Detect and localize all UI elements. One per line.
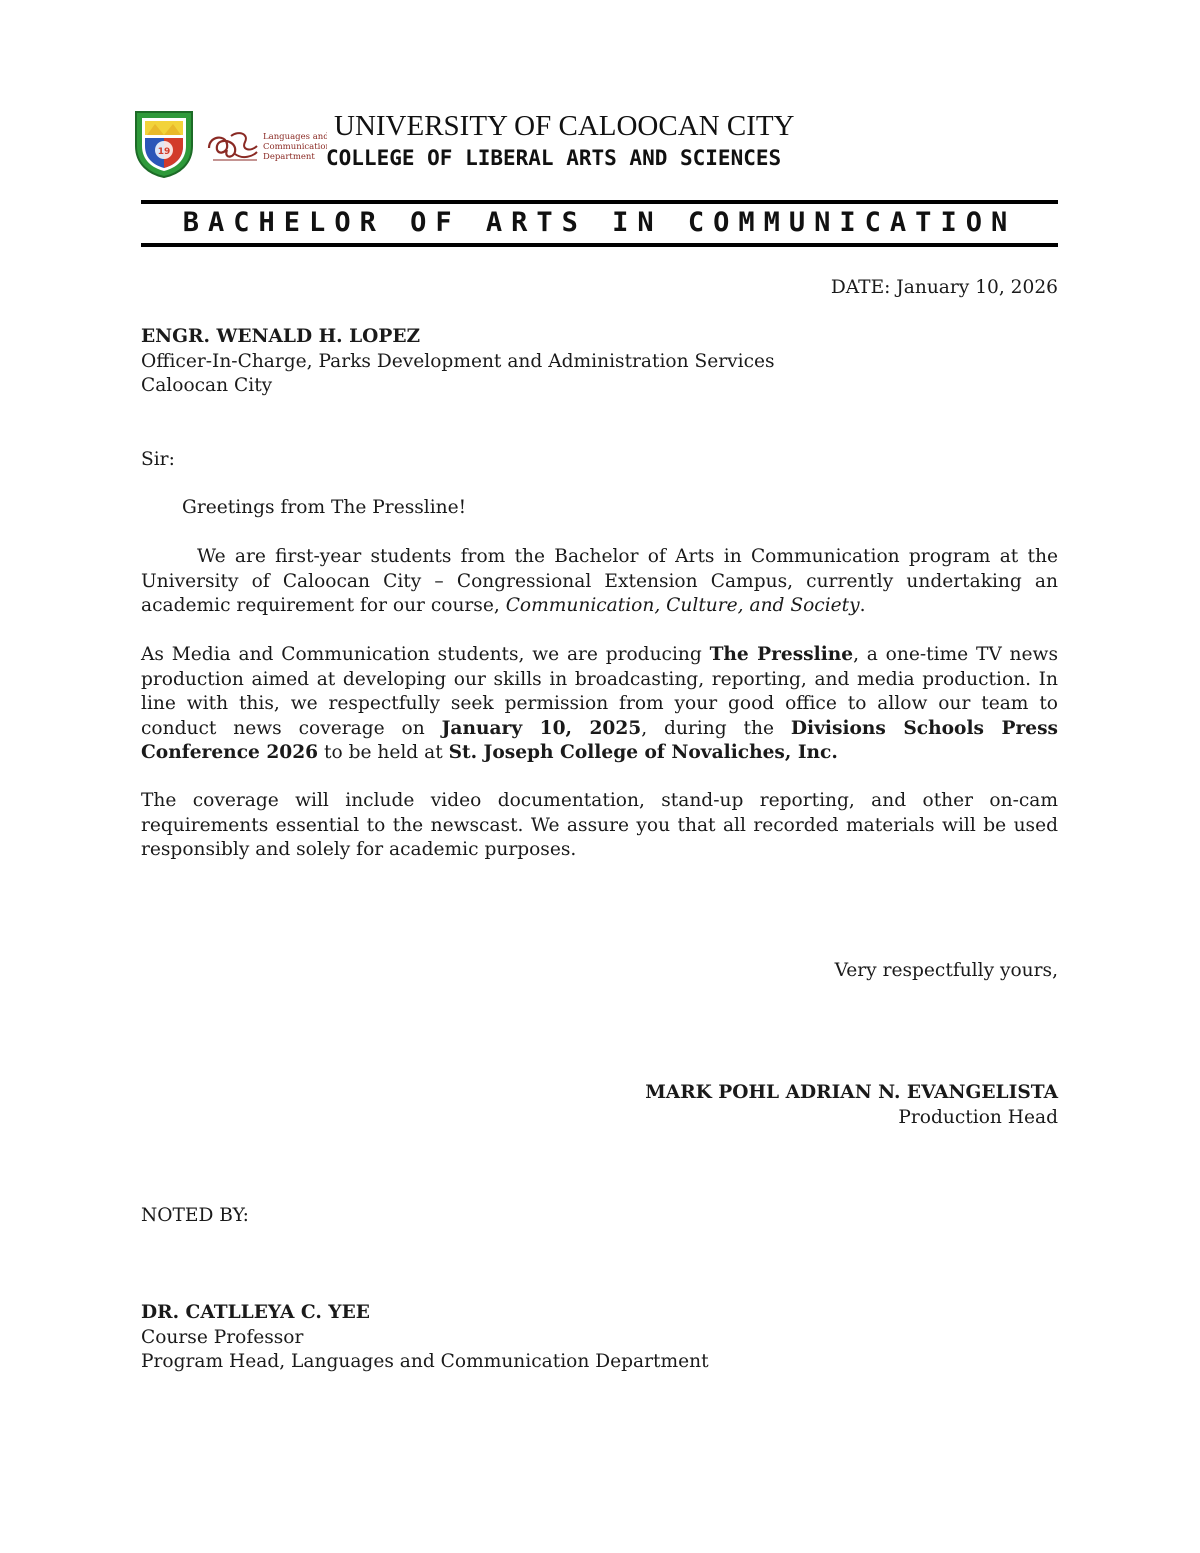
paragraph-coverage: The coverage will include video documentation, stand-up reporting, and other on-cam requirements essential to the newscast. We assure you that all recorded materials will be used responsibly and solely for academic purposes. — [141, 790, 1058, 860]
dept-logo-line3: Department — [263, 152, 315, 162]
svg-text:19: 19 — [157, 147, 171, 157]
department-logo — [205, 126, 327, 166]
header-top-rule — [141, 200, 1058, 204]
salutation: Sir: — [141, 449, 175, 470]
dept-logo-line1: Languages and — [263, 132, 327, 142]
production-name: The Pressline — [709, 644, 854, 665]
request-text-1: As Media and Communication students, we are producing — [141, 644, 710, 665]
signer-title: Production Head — [898, 1106, 1058, 1128]
addressee-location: Caloocan City — [141, 375, 273, 396]
signer-block — [645, 1081, 1058, 1130]
signer-name: MARK POHL ADRIAN N. EVANGELISTA — [645, 1082, 1058, 1103]
request-text-3: , during the — [641, 717, 791, 739]
paragraph-request — [141, 643, 1058, 766]
program-banner: BACHELOR OF ARTS IN COMMUNICATION — [182, 207, 1017, 238]
request-text-2: , a one-time TV news production aimed at developing our skills in broadcasting, reporting, and media production. In line with this, we respectfully seek permission from your good office to allow our team to conduct news coverage on — [141, 644, 1058, 739]
addressee-name: ENGR. WENALD H. LOPEZ — [141, 326, 421, 347]
request-text-4: to be held at — [318, 742, 449, 763]
course-name: Communication, Culture, and Society — [505, 595, 860, 616]
paragraph-intro-text: We are first-year students from the Bachelor of Arts in Communication program at the University of Caloocan City – Congressional Extension Campus, currently undertaking an academic requirement for our course, — [141, 546, 1058, 616]
noted-by-label: NOTED BY: — [141, 1205, 249, 1226]
dept-logo-line2: Communication — [263, 142, 327, 152]
paragraph-intro — [141, 545, 1058, 619]
addressee-block — [141, 325, 1058, 399]
college-name: COLLEGE OF LIBERAL ARTS AND SCIENCES — [326, 146, 782, 170]
header-bottom-rule — [141, 243, 1058, 247]
university-seal-logo — [133, 108, 195, 178]
greeting: Greetings from The Pressline! — [182, 497, 467, 518]
professor-title-1: Course Professor — [141, 1326, 304, 1348]
coverage-date: January 10, 2025 — [441, 717, 642, 739]
professor-block — [141, 1301, 709, 1375]
professor-title-2: Program Head, Languages and Communication Department — [141, 1351, 709, 1372]
professor-name: DR. CATLLEYA C. YEE — [141, 1302, 370, 1323]
venue-name: St. Joseph College of Novaliches, Inc. — [448, 742, 838, 763]
addressee-position: Officer-In-Charge, Parks Development and Administration Services — [141, 350, 775, 372]
event-name: Divisions Schools Press Conference 2026 — [141, 717, 1059, 763]
letter-date: DATE: January 10, 2026 — [830, 277, 1058, 298]
paragraph-intro-end: . — [859, 595, 866, 616]
university-name: UNIVERSITY OF CALOOCAN CITY — [334, 110, 795, 142]
closing: Very respectfully yours, — [834, 960, 1058, 981]
